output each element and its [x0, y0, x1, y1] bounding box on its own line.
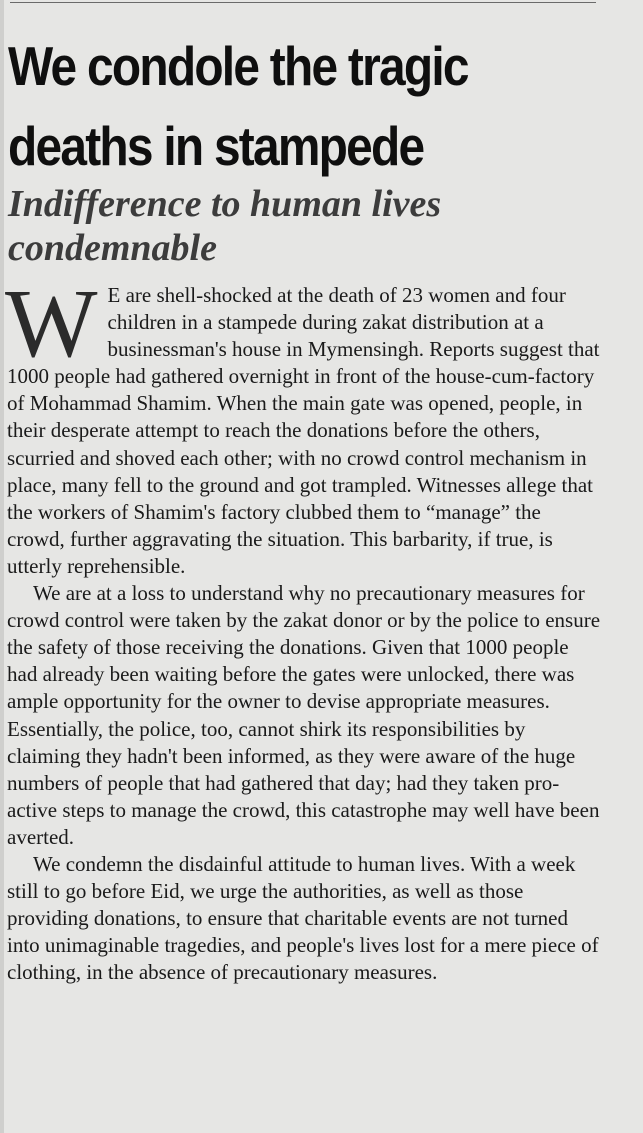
headline: We condole the tragic deaths in stampede: [8, 35, 468, 177]
top-divider: [10, 2, 596, 3]
paragraph-2: We are at a loss to understand why no precautionary measures for crowd control were taken by the zakat donor or by the police to ensure the safety of those receiving the donations. Given that 1000 people had already been waiting before the gates were unlocked, there was ample opportunity for the owner to devise appropriate measures. Essentially, the police, too, cannot shirk its responsibilities by claiming they hadn't been informed, as they were aware of the huge numbers of people that had gathered that day; had they taken pro-active steps to manage the crowd, this catastrophe may well have been averted.: [7, 581, 601, 849]
paragraph-1: [5, 270, 602, 580]
page-edge: [0, 0, 4, 1133]
paragraph-1-text: E are shell-shocked at the death of 23 women and four children in a stampede during zakat distribution at a businessman's house in Mymensingh. Reports suggest that 1000 people had gathered overnight in front of the house-cum-factory of Mohammad Shamim. When the main gate was opened, people, in their desperate attempt to reach the donations before the others, scurried and shoved each other; with no crowd control mechanism in place, many fell to the ground and got trampled. Witnesses allege that the workers of Shamim's factory clubbed them to “manage” the crowd, further aggravating the situation. This barbarity, if true, is utterly reprehensible.: [7, 283, 600, 578]
subheadline: Indifference to human lives condemnable: [8, 183, 442, 269]
drop-cap: W: [5, 270, 98, 378]
article-body: [5, 270, 602, 986]
paragraph-3: We condemn the disdainful attitude to human lives. With a week still to go before Eid, we urge the authorities, as well as those providing donations, to ensure that charitable events are not turned into unimaginable tragedies, and people's lives lost for a mere piece of clothing, in the absence of precautionary measures.: [7, 851, 599, 985]
